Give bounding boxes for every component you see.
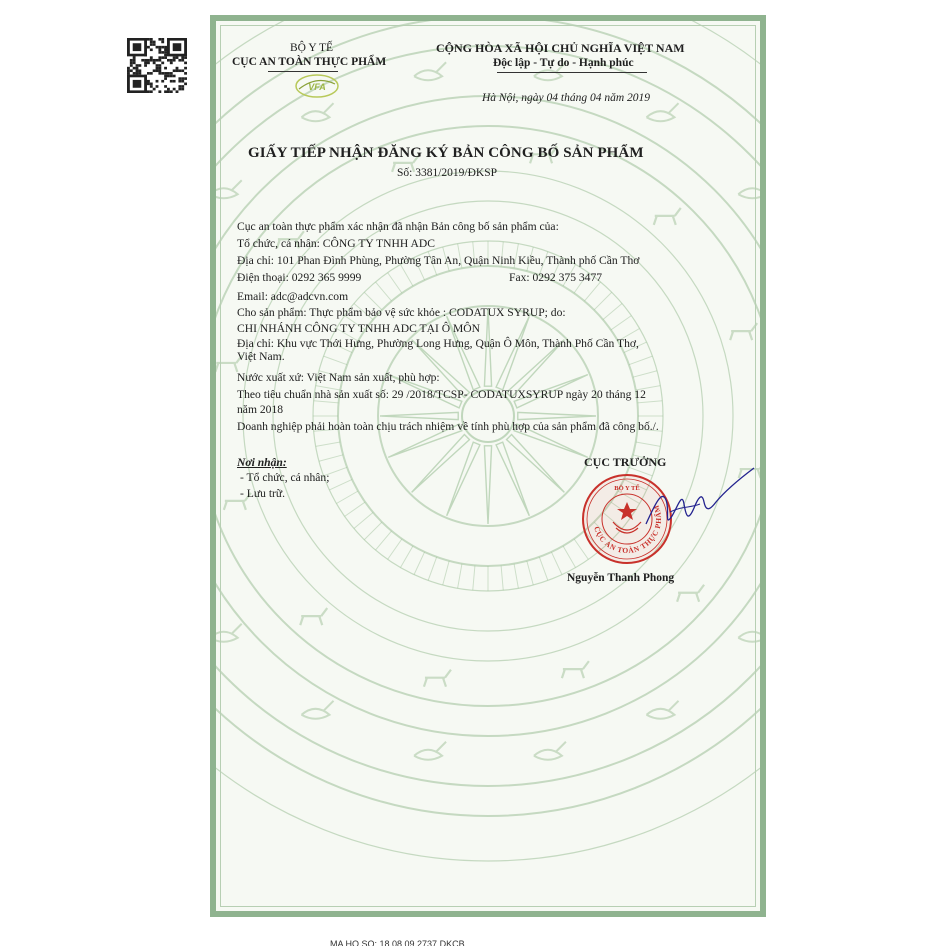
qr-code: [127, 38, 187, 93]
republic-name: CỘNG HÒA XÃ HỘI CHỦ NGHĨA VIỆT NAM: [436, 41, 685, 55]
fax-line: Fax: 0292 375 3477: [509, 271, 603, 284]
vfa-logo: [294, 72, 340, 100]
signatory-name: Nguyễn Thanh Phong: [567, 572, 675, 584]
agency-name: CỤC AN TOÀN THỰC PHẨM: [232, 56, 387, 68]
national-motto: Độc lập - Tự do - Hạnh phúc: [493, 57, 634, 69]
email-line: Email: adc@adcvn.com: [237, 290, 349, 303]
intro-text: Cục an toàn thực phẩm xác nhận đã nhận Bản công bố sản phẩm của:: [237, 220, 559, 233]
standard-year: năm 2018: [237, 403, 284, 416]
branch-address-line: Địa chỉ: Khu vực Thới Hưng, Phường Long Hưng, Quận Ô Môn, Thành Phố Cần Thơ,: [237, 337, 639, 350]
signatory-title: CỤC TRƯỞNG: [584, 455, 667, 469]
document-title: GIẤY TIẾP NHẬN ĐĂNG KÝ BẢN CÔNG BỐ SẢN PHẨM: [248, 145, 644, 161]
signature: [626, 462, 756, 542]
footer-code: MA HO SO: 18.08.09.2737.DKCB: [330, 939, 465, 946]
recipients-label: Nơi nhận:: [237, 456, 287, 469]
standard-line: Theo tiêu chuẩn nhà sản xuất số: 29 /2018/TCSP- CODATUXSYRUP ngày 20 tháng 12: [237, 388, 646, 401]
ministry-name: BỘ Y TẾ: [290, 42, 334, 54]
branch-line: CHI NHÁNH CÔNG TY TNHH ADC TẠI Ô MÔN: [237, 322, 481, 335]
recipient-item: - Lưu trữ.: [240, 487, 286, 500]
organization-line: Tổ chức, cá nhân: CÔNG TY TNHH ADC: [237, 237, 435, 250]
address-line: Địa chỉ: 101 Phan Đình Phùng, Phường Tân An, Quận Ninh Kiều, Thành phố Cần Thơ: [237, 254, 640, 267]
phone-line: Điện thoại: 0292 365 9999: [237, 271, 362, 284]
seal-top-text: BỘ Y TẾ: [614, 485, 640, 492]
seal-ring-text: CỤC AN TOÀN THỰC PHẨM: [592, 503, 664, 556]
motto-underline: [497, 72, 647, 73]
dateline: Hà Nội, ngày 04 tháng 04 năm 2019: [482, 92, 651, 104]
responsibility-line: Doanh nghiệp phải hoàn toàn chịu trách nhiệm về tính phù hợp của sản phẩm đã công bố./.: [237, 420, 659, 433]
document-number: Số: 3381/2019/ĐKSP: [397, 167, 498, 179]
vfa-logo-text: VFA: [308, 82, 326, 92]
branch-address-country: Việt Nam.: [237, 350, 285, 363]
origin-line: Nước xuất xứ: Việt Nam sản xuất, phù hợp:: [237, 371, 440, 384]
recipient-item: - Tổ chức, cá nhân;: [240, 471, 330, 484]
product-line: Cho sản phẩm: Thực phẩm bảo vệ sức khỏe : CODATUX SYRUP; do:: [237, 306, 566, 319]
